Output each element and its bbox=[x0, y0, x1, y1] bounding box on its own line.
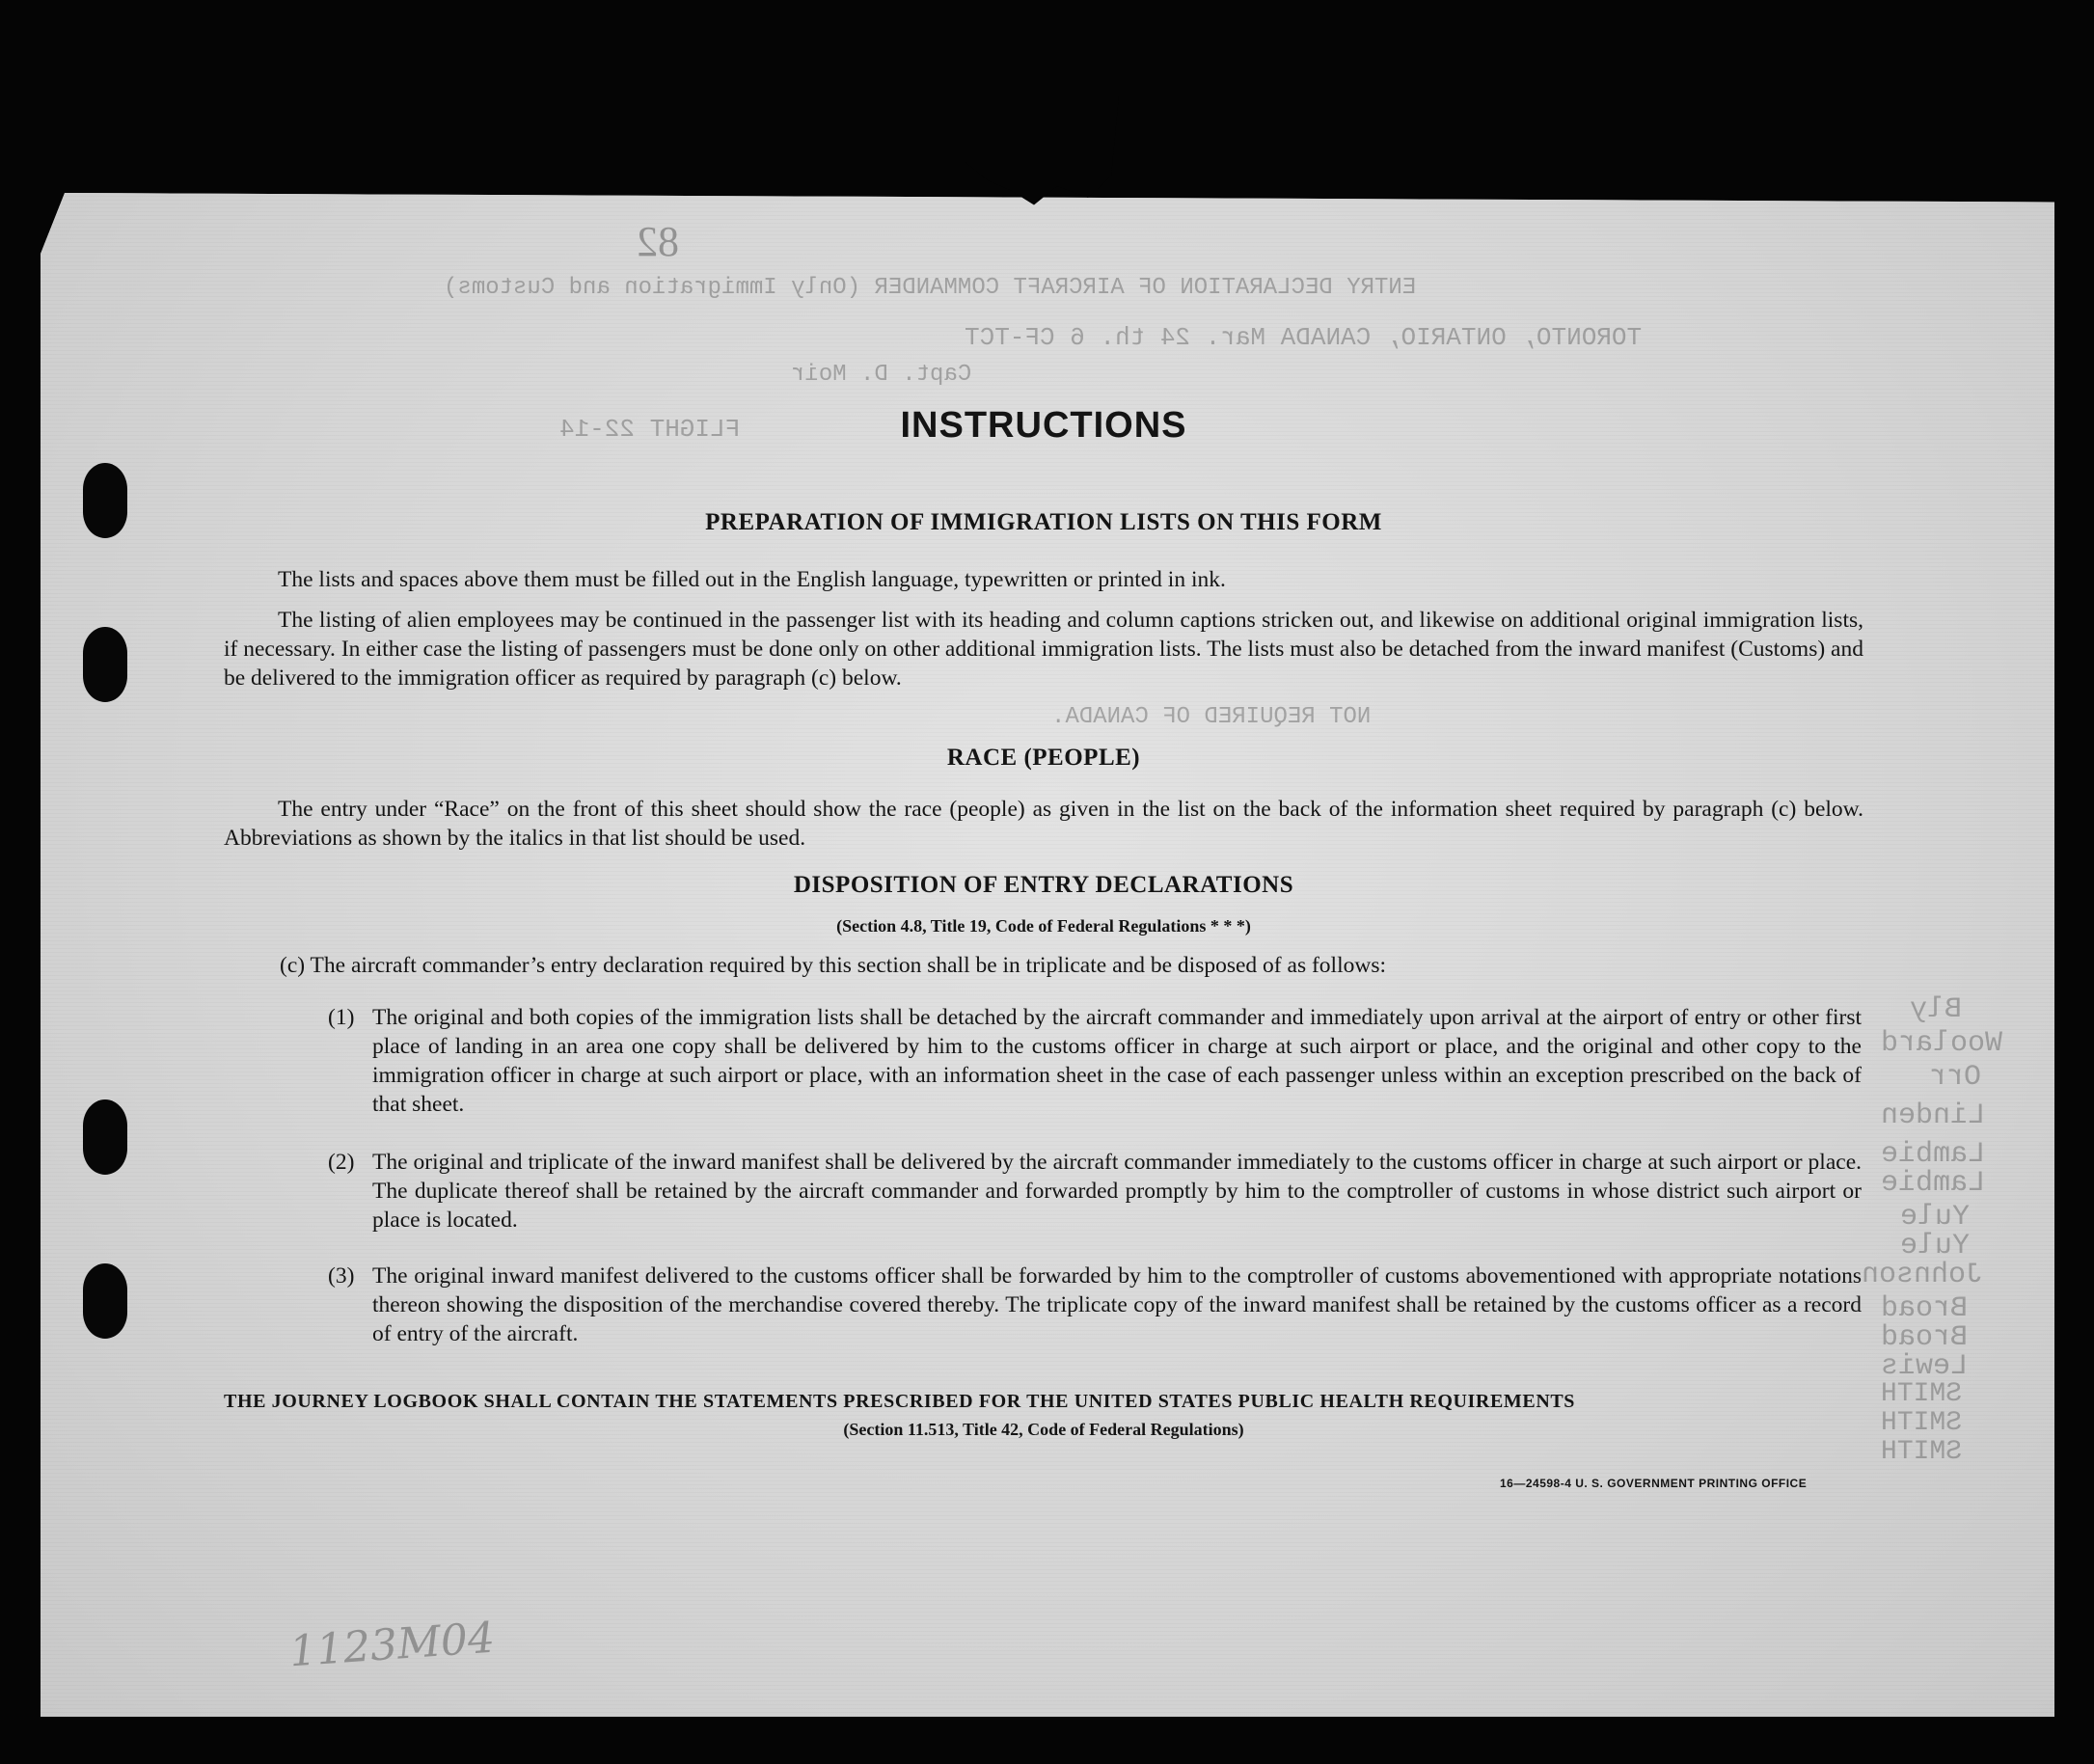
bleed-through-name: Lambie bbox=[1881, 1138, 1986, 1171]
list-item bbox=[328, 1003, 1862, 1119]
bleed-through-name: Yule bbox=[1900, 1201, 1971, 1234]
list-item bbox=[328, 1148, 1862, 1235]
handwritten-note: 1123M04 bbox=[287, 1613, 497, 1677]
bleed-through-line: TORONTO, ONTARIO, CANADA Mar. 24 th. 6 CF-TCT bbox=[965, 323, 1643, 352]
bleed-through-name: SMITH bbox=[1881, 1437, 1963, 1467]
bleed-through-name: Lewis bbox=[1881, 1350, 1969, 1383]
page-number-mark: 82 bbox=[637, 218, 679, 265]
list-item-number: (3) bbox=[328, 1263, 355, 1289]
list-item-number: (2) bbox=[328, 1150, 355, 1175]
bleed-through-name: SMITH bbox=[1881, 1379, 1963, 1409]
bleed-through-name: Broad bbox=[1881, 1321, 1969, 1354]
bleed-through-name: Orr bbox=[1929, 1061, 1982, 1094]
bleed-through-name: Broad bbox=[1881, 1292, 1969, 1325]
list-item bbox=[328, 1262, 1862, 1348]
bleed-through-name: Johnson bbox=[1862, 1259, 1984, 1291]
page-title: INSTRUCTIONS bbox=[900, 405, 1187, 446]
list-item-text: The original and triplicate of the inward manifest shall be delivered by the aircraft commander immediately to the customs officer in charge at such airport or place. The duplicate thereof shall be retained by the aircraft commander and forwarded promptly by him to the comptroller of customs in whose district such airport or place is located. bbox=[372, 1150, 1862, 1233]
section-heading-disposition: DISPOSITION OF ENTRY DECLARATIONS bbox=[793, 872, 1294, 898]
bleed-through-name: SMITH bbox=[1881, 1408, 1963, 1438]
bleed-through-line: ENTRY DECLARATION OF AIRCRAFT COMMANDER (Only Immigration and Customs) bbox=[444, 275, 1417, 301]
punch-hole bbox=[83, 463, 127, 538]
paragraph-intro: (c) The aircraft commander’s entry declaration required by this section shall be in triplicate and be disposed of as follows: bbox=[280, 953, 1386, 978]
bleed-through-name: Linden bbox=[1881, 1099, 1986, 1132]
punch-hole bbox=[83, 1263, 127, 1339]
paragraph: The entry under “Race” on the front of this sheet should show the race (people) as given in the list on the back of the information sheet required by paragraph (c) below. Abbreviations as shown by the italics in that list should be used. bbox=[224, 797, 1863, 851]
punch-hole bbox=[83, 1099, 127, 1175]
punch-hole bbox=[83, 627, 127, 702]
list-item-text: The original inward manifest delivered to the customs officer shall be forwarded by him to the comptroller of customs abovementioned with appropriate notations thereon showing the disposition of the merchandise covered thereby. The triplicate copy of the inward manifest shall be retained by the customs officer as a record of entry of the aircraft. bbox=[372, 1263, 1862, 1346]
bleed-through-name: Yule bbox=[1900, 1230, 1971, 1262]
bleed-through-line: NOT REQUIRED OF CANADA. bbox=[1051, 704, 1372, 730]
bleed-through-name: Woolard bbox=[1881, 1027, 2003, 1060]
bleed-through-name: Lambie bbox=[1881, 1167, 1986, 1200]
footer-statement: THE JOURNEY LOGBOOK SHALL CONTAIN THE STATEMENTS PRESCRIBED FOR THE UNITED STATES PUBLIC HEALTH REQUIREMENTS bbox=[224, 1391, 1576, 1412]
section-citation: (Section 4.8, Title 19, Code of Federal Regulations * * *) bbox=[836, 916, 1251, 936]
paragraph: The lists and spaces above them must be filled out in the English language, typewritten or printed in ink. bbox=[278, 567, 1226, 592]
bleed-through-name: Bly bbox=[1910, 993, 1963, 1026]
bleed-through-line: FLIGHT 22-14 bbox=[559, 415, 741, 444]
printer-imprint: 16—24598-4 U. S. GOVERNMENT PRINTING OFFICE bbox=[1500, 1477, 1808, 1490]
paragraph: The listing of alien employees may be continued in the passenger list with its heading and column captions stricken out, and likewise on additional original immigration lists, if necessary. In either case the listing of passengers must be done only on other additional immigration lists. The lists must also be detached from the inward manifest (Customs) and be delivered to the immigration officer as required by paragraph (c) below. bbox=[224, 608, 1863, 691]
footer-citation: (Section 11.513, Title 42, Code of Federal Regulations) bbox=[843, 1420, 1244, 1439]
list-item-number: (1) bbox=[328, 1005, 355, 1030]
section-heading-preparation: PREPARATION OF IMMIGRATION LISTS ON THIS FORM bbox=[705, 509, 1382, 535]
section-heading-race: RACE (PEOPLE) bbox=[946, 745, 1141, 771]
list-item-text: The original and both copies of the immigration lists shall be detached by the aircraft commander and immediately upon arrival at the airport of entry or other first place of landing in an area one copy shall be delivered by him to the customs officer in charge at such airport or place, and the original and other copy to the immigration officer in charge at such airport or place, with an information sheet in the case of each passenger unless within an exception prescribed on the back of that sheet. bbox=[372, 1005, 1862, 1117]
bleed-through-line: Capt. D. Moir bbox=[791, 362, 972, 388]
